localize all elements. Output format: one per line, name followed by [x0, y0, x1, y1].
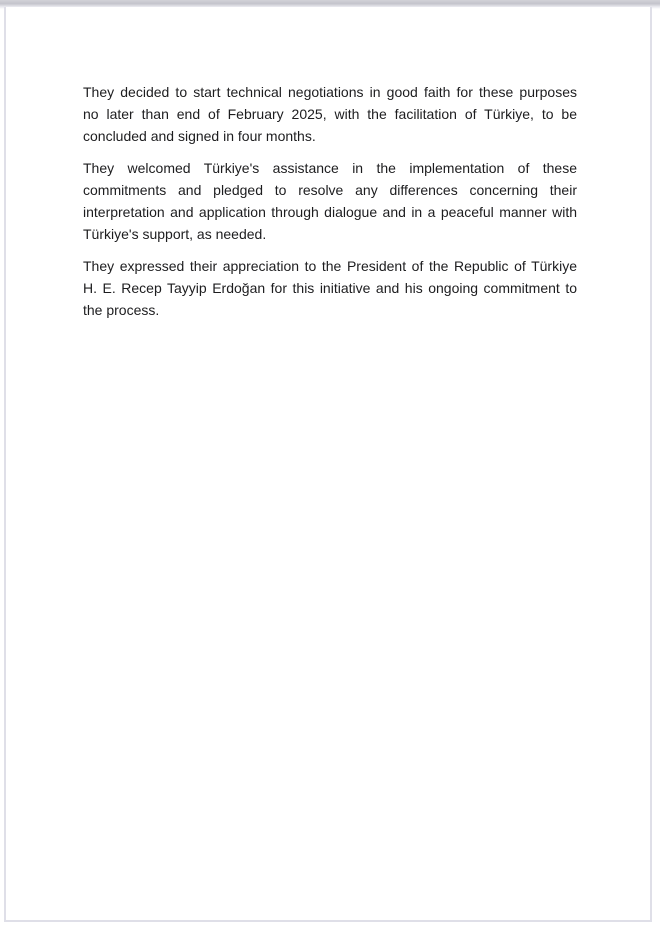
text-line: interpretation and application through dialogue and in a peaceful manner with — [83, 204, 577, 220]
document-page — [4, 7, 652, 922]
paragraph — [83, 81, 577, 147]
text-line: They welcomed Türkiye's assistance in the implementation of these — [83, 160, 577, 176]
text-line: commitments and pledged to resolve any differences concerning their — [83, 182, 577, 198]
text-line: Türkiye's support, as needed. — [83, 226, 267, 242]
paragraph — [83, 157, 577, 245]
page-text-block — [83, 81, 577, 331]
text-line: no later than end of February 2025, with the facilitation of Türkiye, to be — [83, 106, 577, 122]
text-line: concluded and signed in four months. — [83, 128, 316, 144]
text-line: the process. — [83, 302, 160, 318]
paragraph — [83, 255, 577, 321]
text-line: H. E. Recep Tayyip Erdoğan for this initiative and his ongoing commitment to — [83, 280, 577, 296]
text-line: They expressed their appreciation to the President of the Republic of Türkiye — [83, 258, 577, 274]
text-line: They decided to start technical negotiations in good faith for these purposes — [83, 84, 577, 100]
